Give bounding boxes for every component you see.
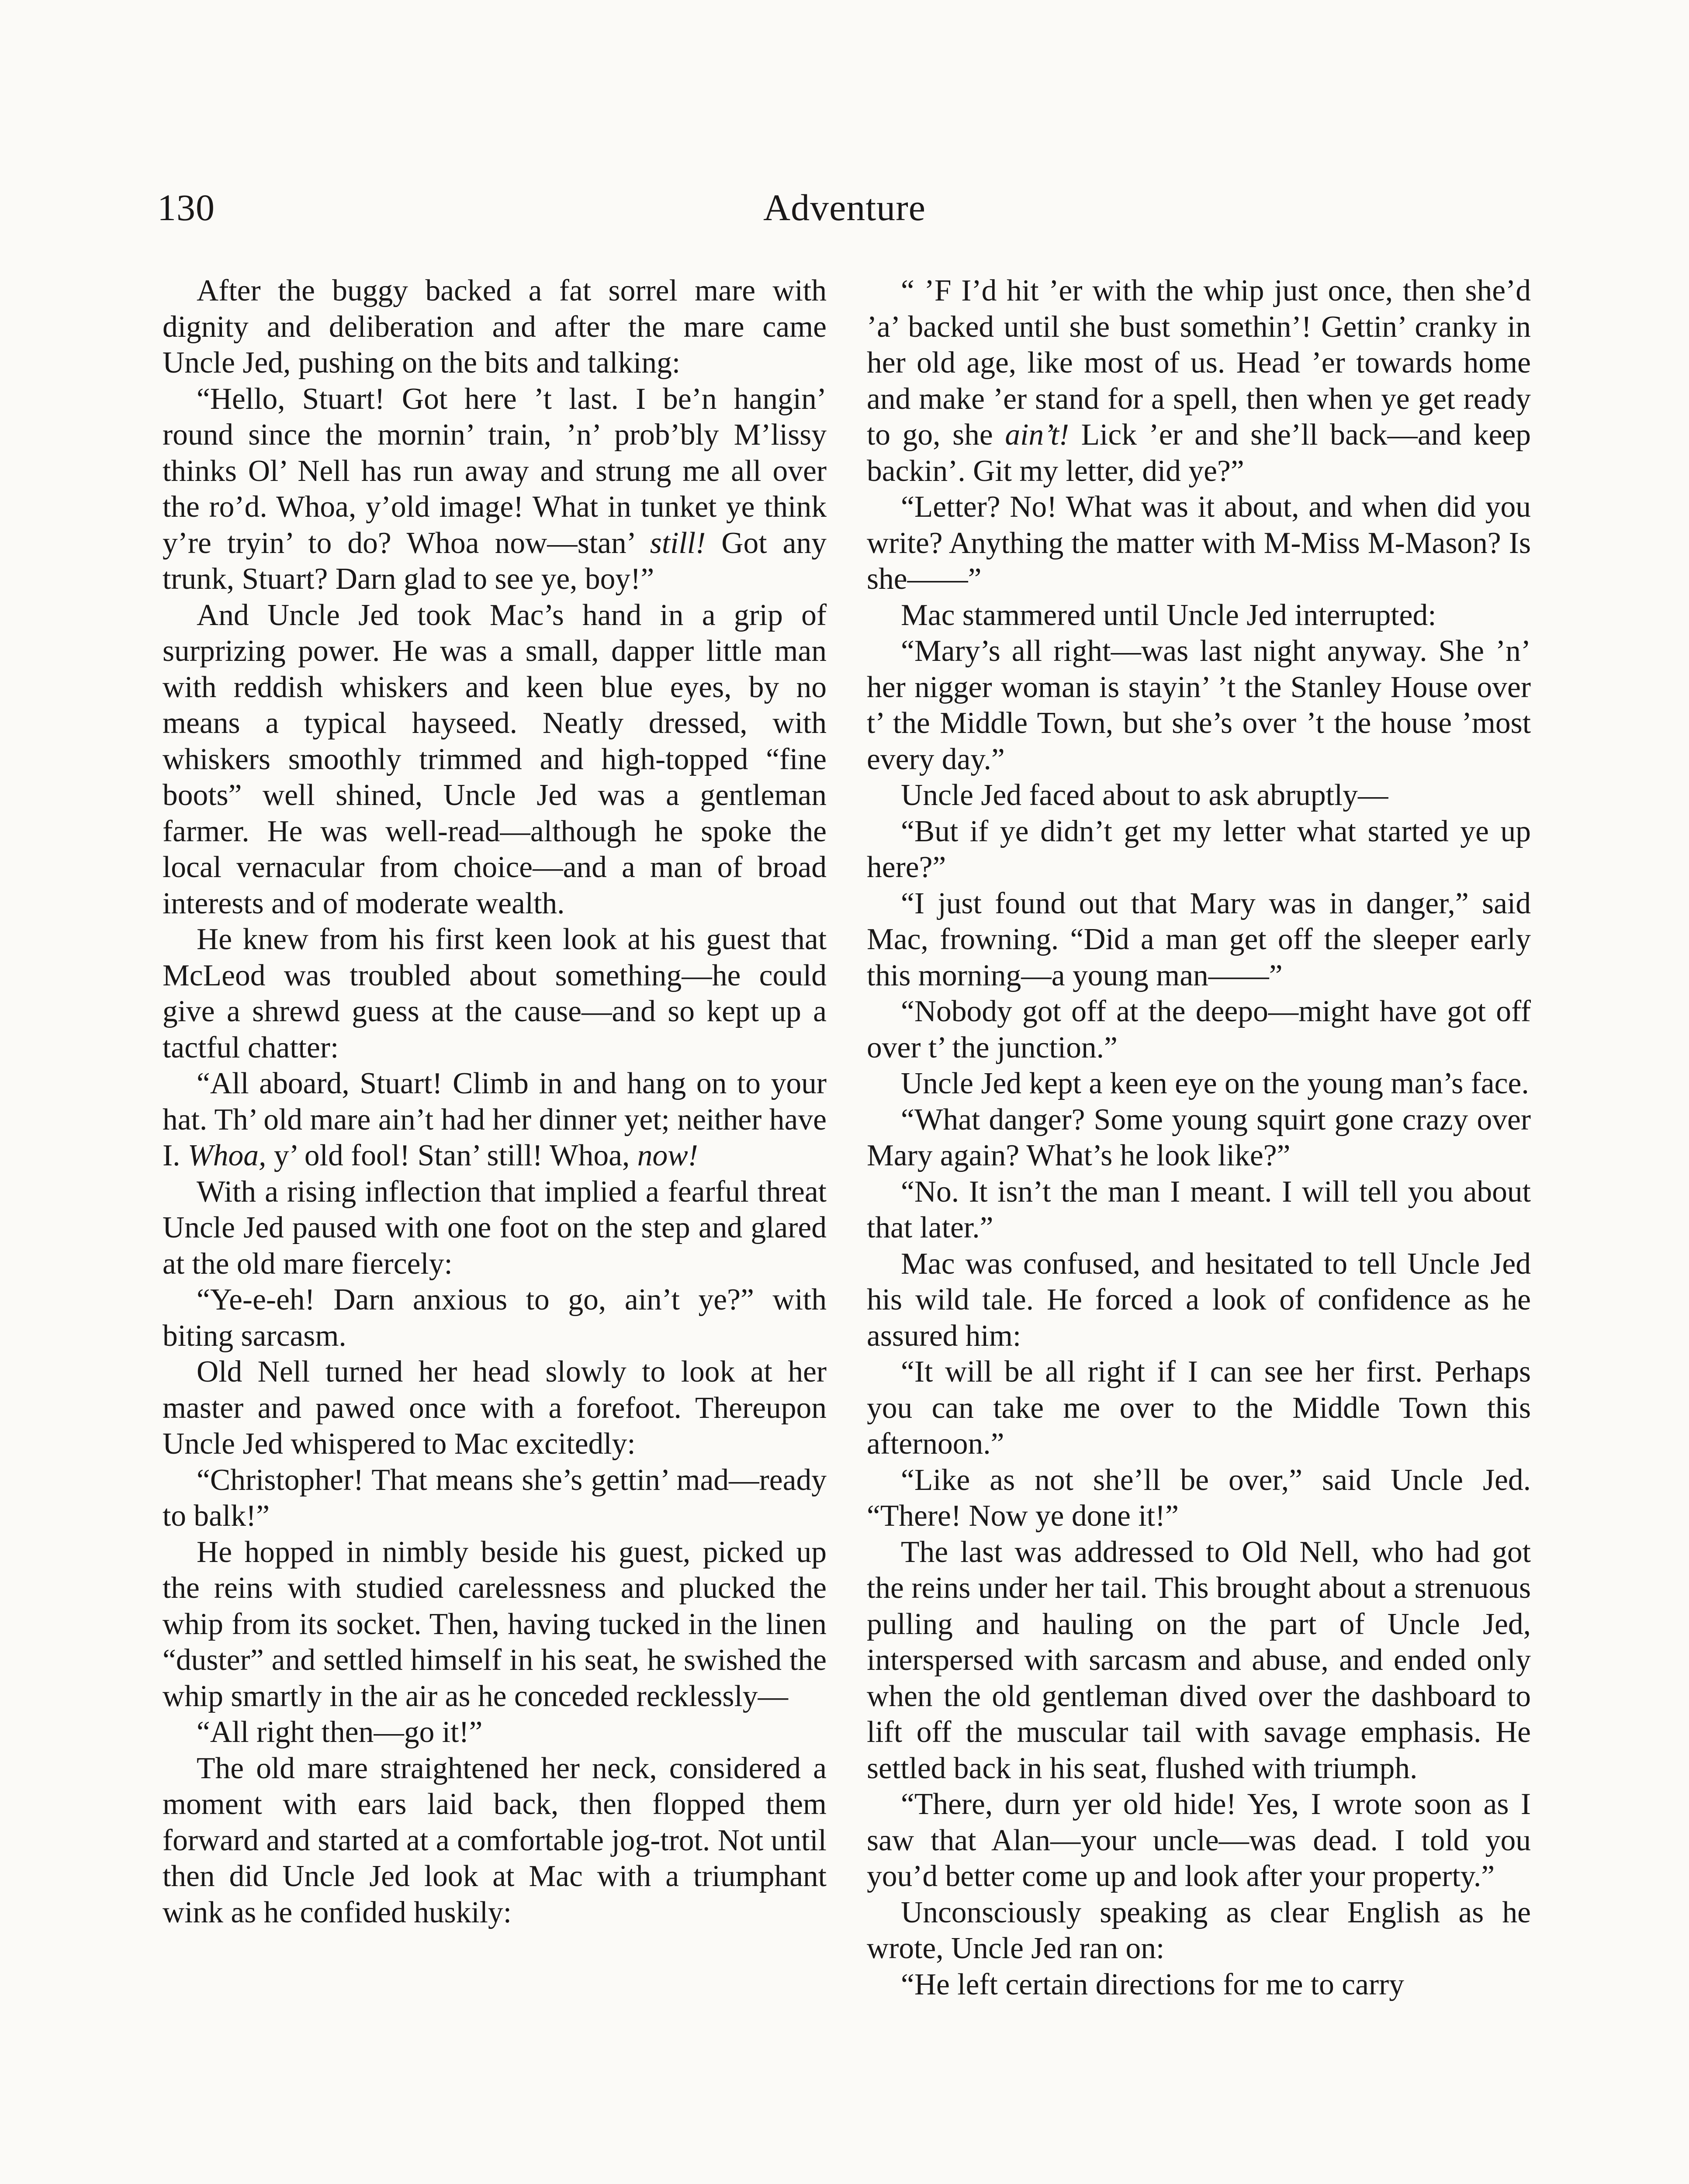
paragraph [867, 1895, 1531, 1967]
paragraph [867, 994, 1531, 1066]
text-run: “Mary’s all right—was last night anyway. She ’n’ her nigger woman is stayin’ ’t the Stanley House over t’ the Middle Town, but she’s over ’t the house ’most every day.” [867, 634, 1531, 776]
paragraph [867, 1967, 1531, 2003]
text-run: Uncle Jed kept a keen eye on the young man’s face. [901, 1067, 1529, 1100]
italic-text: ain’t! [1005, 418, 1069, 452]
paragraph [867, 1066, 1531, 1102]
italic-text: now! [637, 1139, 698, 1172]
text-run: He knew from his first keen look at his guest that McLeod was troubled about something—he could give a shrewd guess at the cause—and so kept up a tactful chatter: [163, 923, 827, 1064]
text-run: “Nobody got off at the deepo—might have got off over t’ the junction.” [867, 995, 1531, 1064]
text-run: “Like as not she’ll be over,” said Uncle Jed. “There! Now ye done it!” [867, 1463, 1531, 1533]
paragraph [867, 1174, 1531, 1246]
text-run: “It will be all right if I can see her first. Perhaps you can take me over to the Middle Town this afternoon.” [867, 1355, 1531, 1461]
left-text-column [163, 273, 827, 1931]
text-run: After the buggy backed a fat sorrel mare with dignity and deliberation and after the mare came Uncle Jed, pushing on the bits and talking: [163, 274, 827, 380]
paragraph [867, 1246, 1531, 1355]
page-header [157, 183, 1532, 232]
text-run: y’ old fool! Stan’ still! Whoa, [266, 1139, 637, 1172]
paragraph [163, 598, 827, 922]
paragraph [163, 1751, 827, 1931]
text-run: “But if ye didn’t get my letter what started ye up here?” [867, 814, 1531, 884]
text-run: “Hello, Stuart! Got here ’t last. I be’n hangin’ round since the mornin’ train, ’n’ prob’bly M’lissy thinks Ol’ Nell has run away and strung me all over the ro’d. Whoa, y’old image! What in tunket ye think y’re tryin’ to do? Whoa now—stan’ [163, 382, 827, 560]
paragraph [867, 886, 1531, 994]
text-run: With a rising inflection that implied a fearful threat Uncle Jed paused with one foot on the step and glared at the old mare fiercely: [163, 1175, 827, 1281]
text-run: And Uncle Jed took Mac’s hand in a grip of surprizing power. He was a small, dapper little man with reddish whiskers and keen blue eyes, by no means a typical hayseed. Neatly dressed, with whiskers smoothly trimmed and high-topped “fine boots” well shined, Uncle Jed was a gentleman farmer. He was well-read—although he spoke the local vernacular from choice—and a man of broad interests and of moderate wealth. [163, 598, 827, 920]
paragraph [163, 273, 827, 381]
paragraph [867, 814, 1531, 886]
paragraph [867, 633, 1531, 778]
paragraph [867, 273, 1531, 489]
text-run: Mac stammered until Uncle Jed interrupted: [901, 598, 1436, 632]
running-head-title: Adventure [763, 187, 926, 228]
paragraph [163, 1174, 827, 1282]
paragraph [867, 1462, 1531, 1534]
paragraph [867, 489, 1531, 598]
text-run: “No. It isn’t the man I meant. I will tell you about that later.” [867, 1175, 1531, 1244]
paragraph [163, 1534, 827, 1715]
page-number: 130 [157, 187, 215, 228]
text-run: The old mare straightened her neck, considered a moment with ears laid back, then flopped them forward and started at a comfortable jog-trot. Not until then did Uncle Jed look at Mac with a triumphant wink as he confided huskily: [163, 1751, 827, 1929]
text-run: “There, durn yer old hide! Yes, I wrote soon as I saw that Alan—your uncle—was dead. I told you you’d better come up and look after your property.” [867, 1787, 1531, 1893]
paragraph [867, 598, 1531, 634]
text-run: The last was addressed to Old Nell, who had got the reins under her tail. This brought about a strenuous pulling and hauling on the part of Uncle Jed, interspersed with sarcasm and abuse, and ended only when the old gentleman dived over the dashboard to lift off the muscular tail with savage emphasis. He settled back in his seat, flushed with triumph. [867, 1535, 1531, 1785]
text-run: “He left certain directions for me to carry [901, 1967, 1404, 2001]
paragraph [163, 1462, 827, 1534]
text-run: Old Nell turned her head slowly to look at her master and pawed once with a forefoot. Thereupon Uncle Jed whispered to Mac excitedly: [163, 1355, 827, 1461]
paragraph [163, 922, 827, 1066]
text-run: Mac was confused, and hesitated to tell Uncle Jed his wild tale. He forced a look of confidence as he assured him: [867, 1247, 1531, 1353]
text-run: “Letter? No! What was it about, and when did you write? Anything the matter with M-Miss M-Mason? Is she——” [867, 490, 1531, 596]
italic-text: still! [650, 526, 706, 560]
paragraph [867, 1102, 1531, 1174]
text-run: “ ’F I’d hit ’er with the whip just once, then she’d ’a’ backed until she bust somethin’! Gettin’ cranky in her old age, like most of us. Head ’er towards home and make ’er stand for a spell, then when ye get ready to go, she [867, 274, 1531, 452]
paragraph [163, 381, 827, 598]
paragraph [163, 1282, 827, 1354]
text-run: Uncle Jed faced about to ask abruptly— [901, 778, 1388, 812]
text-run: Unconsciously speaking as clear English as he wrote, Uncle Jed ran on: [867, 1895, 1531, 1965]
text-run: “I just found out that Mary was in danger,” said Mac, frowning. “Did a man get off the sleeper early this morning—a young man——” [867, 886, 1531, 992]
text-run: “What danger? Some young squirt gone crazy over Mary again? What’s he look like?” [867, 1102, 1531, 1172]
paragraph [163, 1714, 827, 1751]
text-run: “Ye-e-eh! Darn anxious to go, ain’t ye?” with biting sarcasm. [163, 1283, 827, 1353]
right-text-column [867, 273, 1531, 2003]
text-run: “All right then—go it!” [197, 1715, 483, 1749]
text-run: “Christopher! That means she’s gettin’ mad—ready to balk!” [163, 1463, 827, 1533]
italic-text: Whoa, [187, 1139, 267, 1172]
paragraph [163, 1354, 827, 1462]
text-run: He hopped in nimbly beside his guest, picked up the reins with studied carelessness and plucked the whip from its socket. Then, having tucked in the linen “duster” and settled himself in his seat, he swished the whip smartly in the air as he conceded recklessly— [163, 1535, 827, 1713]
text-run: Lick ’er and she’ll back—and keep backin’. Git my letter, did ye?” [867, 418, 1531, 488]
paragraph [867, 1354, 1531, 1462]
paragraph [867, 1534, 1531, 1787]
text-run: Got any trunk, Stuart? Darn glad to see ye, boy!” [163, 526, 827, 596]
paragraph [163, 1066, 827, 1174]
paragraph [867, 1787, 1531, 1895]
text-run: “All aboard, Stuart! Climb in and hang on to your hat. Th’ old mare ain’t had her dinner yet; neither have I. [163, 1067, 827, 1172]
paragraph [867, 778, 1531, 814]
